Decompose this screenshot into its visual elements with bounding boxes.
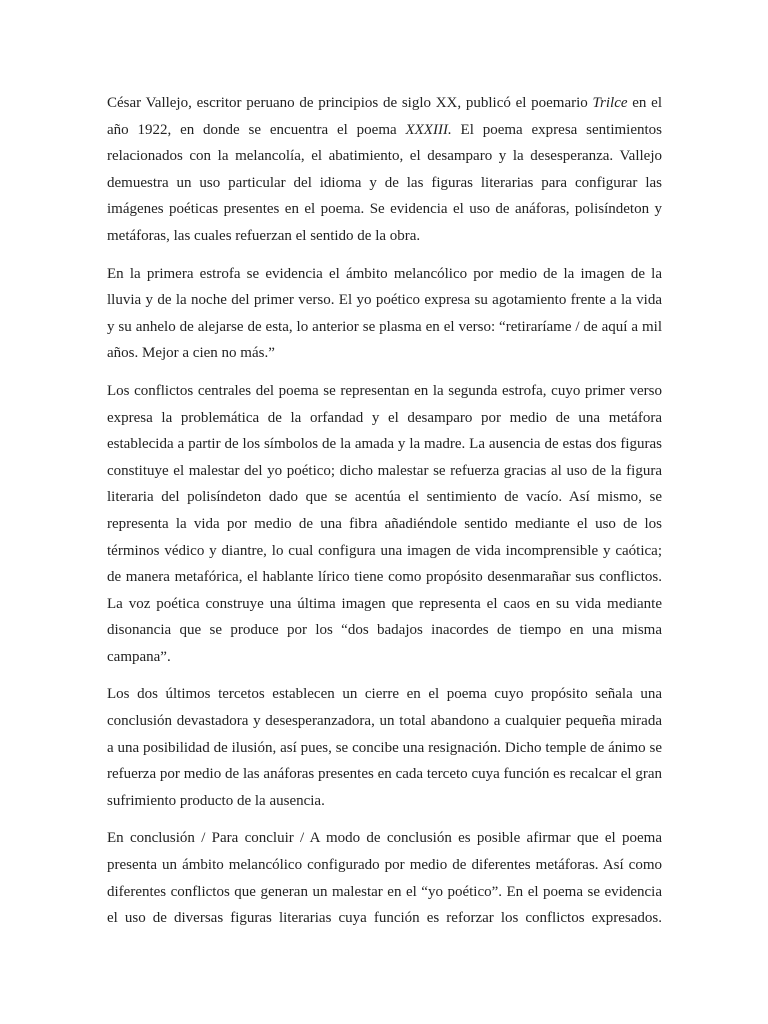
document-page: [107, 90, 662, 943]
paragraph-introduction: [107, 90, 662, 250]
intro-title-xxxiii: XXXIII.: [405, 121, 452, 138]
tercets-text: Los dos últimos tercetos establecen un cierre en el poema cuyo propósito señala una conclusión devastadora y desesperanzadora, un total abandono a cualquier pequeña mirada a una posibilidad de ilusión, así pues, se concibe una resignación. Dicho temple de ánimo se refuerza por medio de las anáforas presentes en cada terceto cuya función es recalcar el gran sufrimiento producto de la ausencia.: [107, 686, 662, 809]
paragraph-first-stanza: [107, 261, 662, 367]
intro-text-3: El poema expresa sentimientos relacionados con la melancolía, el abatimiento, el desamparo y la desesperanza. Vallejo demuestra un uso particular del idioma y de las figuras literarias para configurar las imágenes poéticas presentes en el poema. Se evidencia el uso de anáforas, polisíndeton y metáforas, las cuales refuerzan el sentido de la obra.: [107, 121, 662, 244]
second-stanza-text: Los conflictos centrales del poema se representan en la segunda estrofa, cuyo primer verso expresa la problemática de la orfandad y el desamparo por medio de una metáfora establecida a partir de los símbolos de la amada y la madre. La ausencia de estas dos figuras constituye el malestar del yo poético; dicho malestar se refuerza gracias al uso de la figura literaria del polisíndeton dado que se acentúa el sentimiento de vacío. Así mismo, se representa la vida por medio de una fibra añadiéndole sentido mediante el uso de los términos védico y diantre, lo cual configura una imagen de vida incomprensible y caótica; de manera metafórica, el hablante lírico tiene como propósito desenmarañar sus conflictos. La voz poética construye una última imagen que representa el caos en su vida mediante disonancia que se produce por los “dos badajos inacordes de tiempo en una misma campana”.: [107, 382, 662, 665]
paragraph-tercets: [107, 681, 662, 814]
paragraph-second-stanza: [107, 378, 662, 671]
first-stanza-text: En la primera estrofa se evidencia el ámbito melancólico por medio de la imagen de la lluvia y de la noche del primer verso. El yo poético expresa su agotamiento frente a la vida y su anhelo de alejarse de esta, lo anterior se plasma en el verso: “retiraríame / de aquí a mil años. Mejor a cien no más.”: [107, 265, 662, 362]
intro-text-2: en el año 1922, en donde se encuentra el poema: [107, 95, 662, 138]
paragraph-conclusion: [107, 825, 662, 931]
intro-text-1: César Vallejo, escritor peruano de principios de siglo XX, publicó el poemario: [107, 95, 593, 111]
conclusion-text: En conclusión / Para concluir / A modo de conclusión es posible afirmar que el poema presenta un ámbito melancólico configurado por medio de diferentes metáforas. Así como diferentes conflictos que generan un malestar en el “yo poético”. En el poema se evidencia el uso de diversas figuras literarias cuya función es reforzar los conflictos expresados.: [107, 830, 662, 927]
intro-title-trilce: Trilce: [592, 95, 628, 111]
